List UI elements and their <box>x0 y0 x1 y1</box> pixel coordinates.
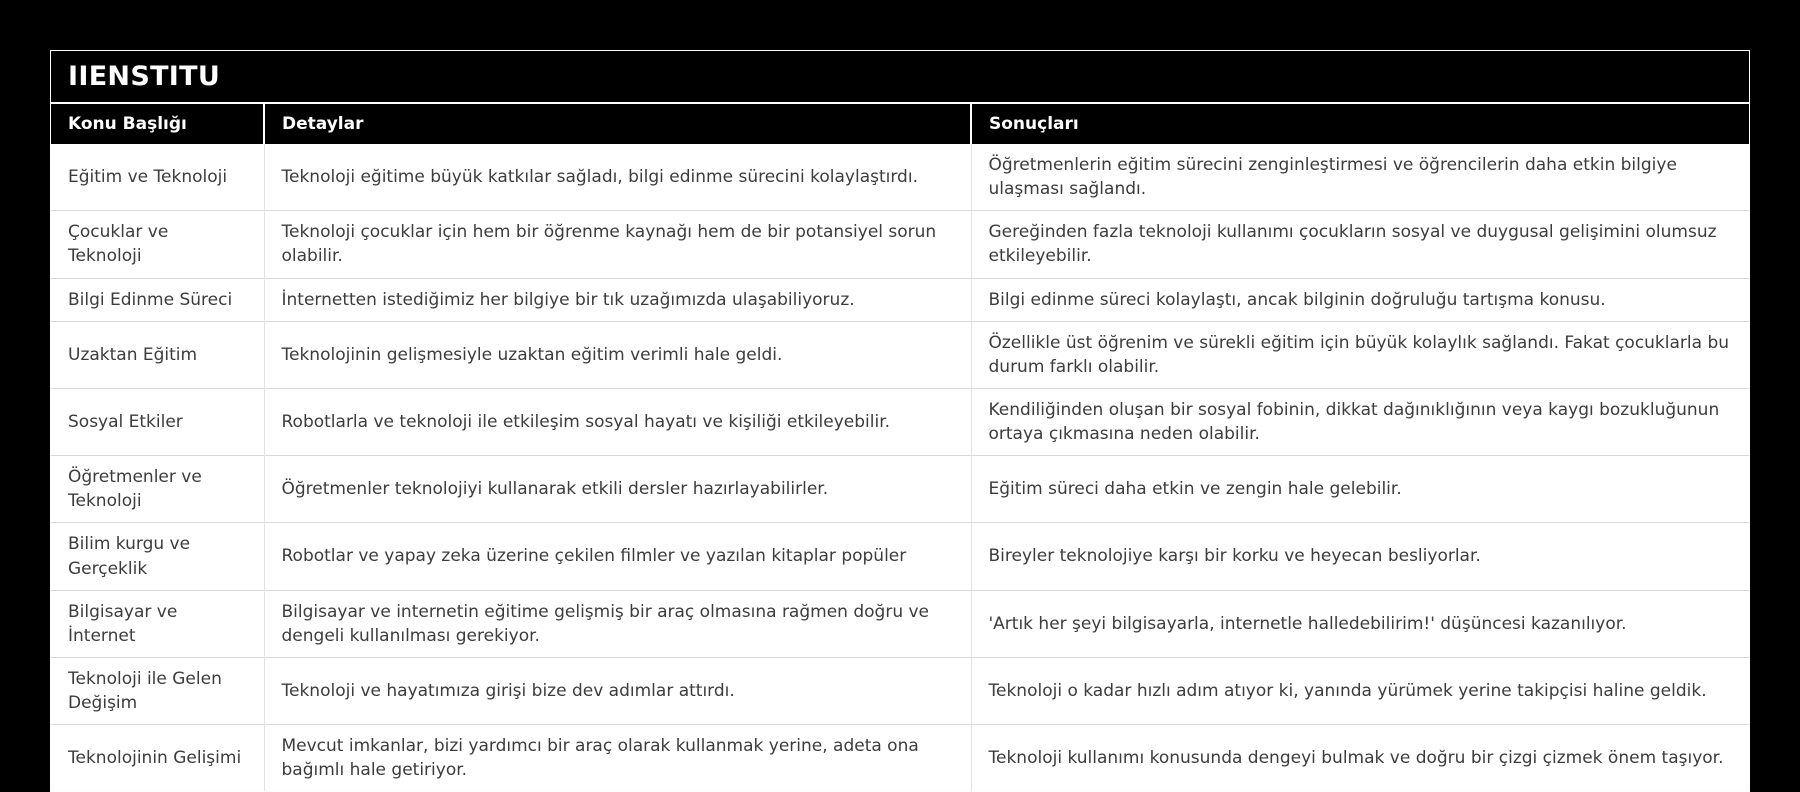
details-cell: Teknolojinin gelişmesiyle uzaktan eğitim verimli hale geldi. <box>264 321 971 388</box>
column-header-details: Detaylar <box>264 104 971 144</box>
header-row <box>51 104 1749 144</box>
details-cell: Robotlar ve yapay zeka üzerine çekilen filmler ve yazılan kitaplar popüler <box>264 523 971 590</box>
table-row <box>51 590 1749 657</box>
results-cell: Kendiliğinden oluşan bir sosyal fobinin, dikkat dağınıklığının veya kaygı bozukluğunun ortaya çıkmasına neden olabilir. <box>971 388 1749 455</box>
results-cell: Bilgi edinme süreci kolaylaştı, ancak bilginin doğruluğu tartışma konusu. <box>971 278 1749 321</box>
brand-title: IIENSTITU <box>68 61 221 92</box>
results-cell: Öğretmenlerin eğitim sürecini zenginleştirmesi ve öğrencilerin daha etkin bilgiye ulaşması sağlandı. <box>971 144 1749 211</box>
topic-cell: Bilgisayar ve İnternet <box>51 590 264 657</box>
results-cell: Eğitim süreci daha etkin ve zengin hale gelebilir. <box>971 456 1749 523</box>
table-row <box>51 388 1749 455</box>
topics-table-card <box>50 50 1750 792</box>
topic-cell: Uzaktan Eğitim <box>51 321 264 388</box>
table-row <box>51 144 1749 211</box>
details-cell: Öğretmenler teknolojiyi kullanarak etkili dersler hazırlayabilirler. <box>264 456 971 523</box>
table-row <box>51 523 1749 590</box>
table-row <box>51 211 1749 278</box>
details-cell: Mevcut imkanlar, bizi yardımcı bir araç olarak kullanmak yerine, adeta ona bağımlı hale getiriyor. <box>264 725 971 792</box>
details-cell: Bilgisayar ve internetin eğitime gelişmiş bir araç olmasına rağmen doğru ve dengeli kullanılması gerekiyor. <box>264 590 971 657</box>
topic-cell: Çocuklar ve Teknoloji <box>51 211 264 278</box>
results-cell: Gereğinden fazla teknoloji kullanımı çocukların sosyal ve duygusal gelişimini olumsuz etkileyebilir. <box>971 211 1749 278</box>
column-header-results: Sonuçları <box>971 104 1749 144</box>
table-body <box>51 144 1749 791</box>
details-cell: Robotlarla ve teknoloji ile etkileşim sosyal hayatı ve kişiliği etkileyebilir. <box>264 388 971 455</box>
table-row <box>51 321 1749 388</box>
topic-cell: Bilgi Edinme Süreci <box>51 278 264 321</box>
topics-table <box>51 104 1749 791</box>
table-row <box>51 657 1749 724</box>
results-cell: Teknoloji kullanımı konusunda dengeyi bulmak ve doğru bir çizgi çizmek önem taşıyor. <box>971 725 1749 792</box>
topic-cell: Sosyal Etkiler <box>51 388 264 455</box>
table-row <box>51 725 1749 792</box>
details-cell: Teknoloji eğitime büyük katkılar sağladı, bilgi edinme sürecini kolaylaştırdı. <box>264 144 971 211</box>
topic-cell: Teknolojinin Gelişimi <box>51 725 264 792</box>
topic-cell: Eğitim ve Teknoloji <box>51 144 264 211</box>
column-header-topic: Konu Başlığı <box>51 104 264 144</box>
results-cell: Bireyler teknolojiye karşı bir korku ve heyecan besliyorlar. <box>971 523 1749 590</box>
details-cell: Teknoloji çocuklar için hem bir öğrenme kaynağı hem de bir potansiyel sorun olabilir. <box>264 211 971 278</box>
results-cell: Özellikle üst öğrenim ve sürekli eğitim için büyük kolaylık sağlandı. Fakat çocuklarla bu durum farklı olabilir. <box>971 321 1749 388</box>
details-cell: Teknoloji ve hayatımıza girişi bize dev adımlar attırdı. <box>264 657 971 724</box>
topic-cell: Bilim kurgu ve Gerçeklik <box>51 523 264 590</box>
topic-cell: Teknoloji ile Gelen Değişim <box>51 657 264 724</box>
table-row <box>51 456 1749 523</box>
results-cell: Teknoloji o kadar hızlı adım atıyor ki, yanında yürümek yerine takipçisi haline geldik. <box>971 657 1749 724</box>
topic-cell: Öğretmenler ve Teknoloji <box>51 456 264 523</box>
results-cell: 'Artık her şeyi bilgisayarla, internetle halledebilirim!' düşüncesi kazanılıyor. <box>971 590 1749 657</box>
table-title-bar <box>51 51 1749 104</box>
details-cell: İnternetten istediğimiz her bilgiye bir tık uzağımızda ulaşabiliyoruz. <box>264 278 971 321</box>
table-row <box>51 278 1749 321</box>
